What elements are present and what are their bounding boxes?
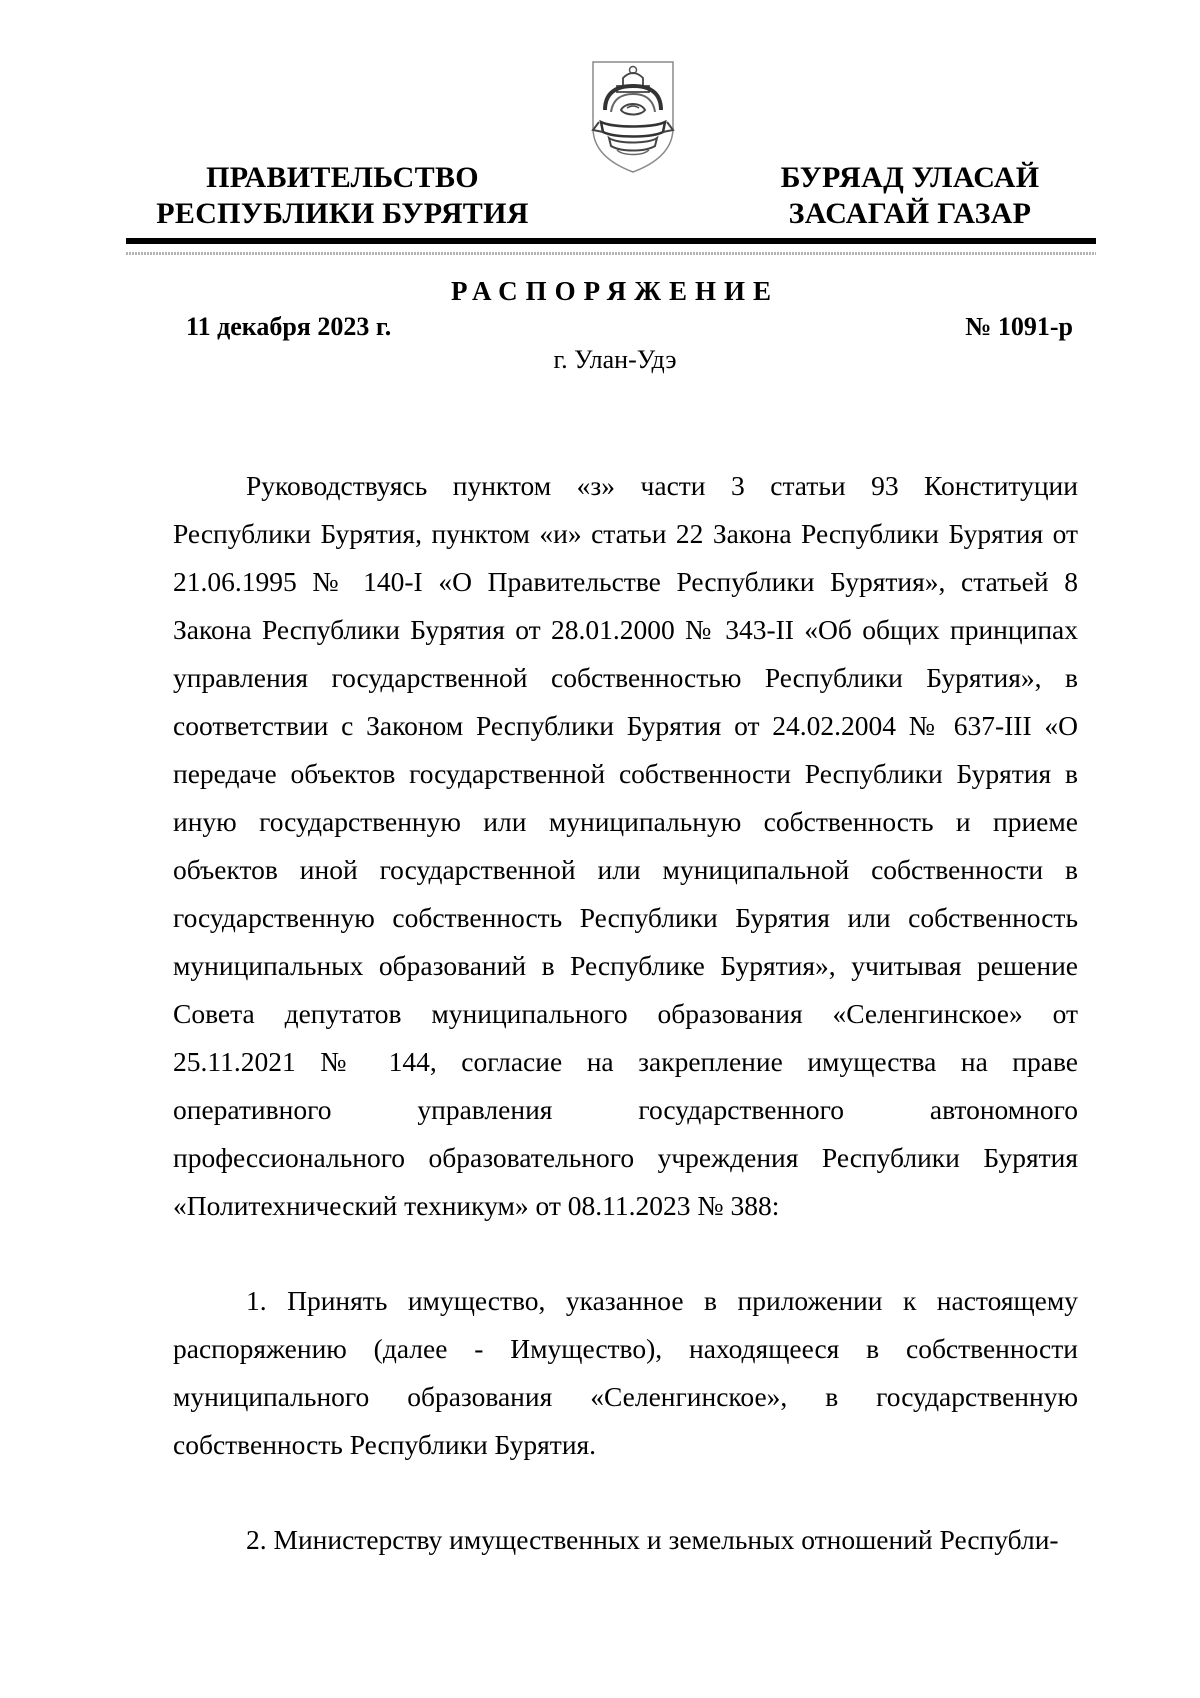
item-paragraph-1: 1. Принять имущество, указанное в приложении к настоящему распоряжению (далее - Имущество), находящееся в собственности муниципального образования «Селенгинское», в государственную собственность Республики Бурятия. — [173, 1285, 1078, 1460]
organization-name-line1: ПРАВИТЕЛЬСТВО — [206, 161, 479, 194]
header-divider-thin — [126, 252, 1096, 255]
document-date: 11 декабря 2023 г. — [186, 312, 392, 341]
document-body — [173, 462, 1078, 1564]
organization-name-russian — [150, 160, 535, 232]
organization-name-line1: БУРЯАД УЛАСАЙ — [780, 161, 1040, 194]
preamble-paragraph: Руководствуясь пунктом «з» части 3 статьи 93 Конституции Республики Бурятия, пунктом «и» статьи 22 Закона Республики Бурятия от 21.06.1995 № 140-I «О Правительстве Республики Бурятия», статьей 8 Закона Республики Бурятия от 28.01.2000 № 343-II «Об общих принципах управления государственной собственностью Республики Бурятия», в соответствии с Законом Республики Бурятия от 24.02.2004 № 637-III «О передаче объектов государственной собственности Республики Бурятия в иную государственную или муниципальную собственность и приеме объектов иной государственной или муниципальной собственности в государственную собственность Республики Бурятия или собственность муниципальных образований в Республике Бурятия», учитывая решение Совета депутатов муниципального образования «Селенгинское» от 25.11.2021 № 144, согласие на закрепление имущества на праве оперативного управления государственного автономного профессионального образовательного учреждения Республики Бурятия «Политехнический техникум» от 08.11.2023 № 388: — [173, 470, 1078, 1221]
document-city: г. Улан-Удэ — [553, 345, 677, 374]
header-divider — [126, 238, 1096, 244]
organization-name-line2: ЗАСАГАЙ ГАЗАР — [788, 197, 1032, 230]
organization-name-line2: РЕСПУБЛИКИ БУРЯТИЯ — [156, 197, 529, 230]
organization-name-buryat — [755, 160, 1065, 232]
item-paragraph-2: 2. Министерству имущественных и земельных отношений Республи- — [246, 1524, 1059, 1555]
coat-of-arms-icon — [587, 58, 679, 176]
document-type-title: РАСПОРЯЖЕНИЕ — [450, 276, 780, 306]
document-number: № 1091-р — [965, 312, 1073, 341]
